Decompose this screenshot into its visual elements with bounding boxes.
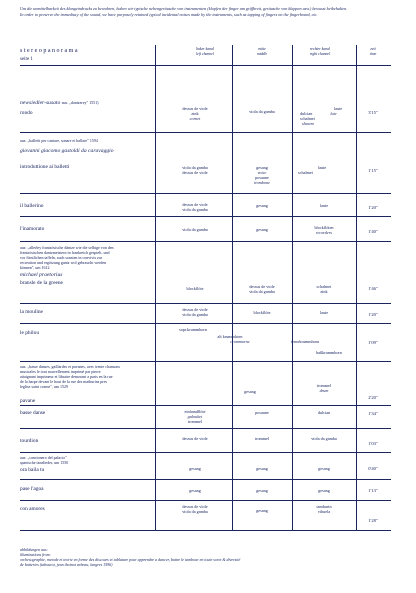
piece-title: pavane bbox=[20, 398, 36, 404]
instrument: lute bbox=[330, 111, 337, 116]
page-title: stereopanorama bbox=[20, 48, 79, 54]
header-rule bbox=[20, 65, 391, 66]
piece-title: le philou bbox=[20, 330, 40, 336]
header-time-de: zeit bbox=[370, 47, 376, 51]
instrument: trombone bbox=[254, 180, 270, 185]
header-time bbox=[360, 47, 386, 56]
piece-title: introduttione ai balletti bbox=[20, 164, 70, 170]
footer-line: abbildungen aus: bbox=[20, 547, 48, 552]
piece-time: 2'20" bbox=[368, 395, 378, 400]
instrument: shawm bbox=[302, 121, 314, 126]
cell-left bbox=[170, 307, 220, 317]
piece-time: 1'09" bbox=[368, 340, 378, 345]
footer-line: illuminations from: bbox=[20, 552, 51, 557]
instrument: galoubet bbox=[187, 414, 203, 419]
cell-left bbox=[170, 165, 220, 175]
instrument: drum bbox=[319, 388, 329, 393]
header-middle-de: mitte bbox=[258, 47, 266, 51]
instrument: dessus de viole bbox=[182, 504, 208, 509]
header-right-de: rechter kanal bbox=[309, 47, 331, 51]
cell-middle bbox=[190, 334, 270, 344]
cell-middle: gesang bbox=[256, 227, 268, 232]
instrument: viola da gamba bbox=[249, 289, 275, 294]
cell-middle: posaune bbox=[255, 410, 269, 415]
cell-right bbox=[296, 225, 352, 235]
instrument: recorders bbox=[316, 230, 332, 235]
footer-line: de batteries (tabourot, jean thoinot arbeau, langres 1596) bbox=[20, 562, 113, 567]
instrument: laute bbox=[318, 165, 327, 170]
cell-right bbox=[296, 504, 352, 514]
cell-middle bbox=[236, 165, 288, 185]
piece-title: pase l'agoa bbox=[20, 486, 44, 492]
piece-title: con amores bbox=[20, 506, 45, 512]
cell-left: sopr.krummhorn bbox=[179, 327, 207, 332]
cell-middle: gesang bbox=[256, 488, 268, 493]
source-line: spanische tanzlieder, um 1550 bbox=[20, 460, 69, 465]
source-line: attaignant imprimeur et libraire demorant a paris en la rue bbox=[20, 374, 113, 379]
piece-time: 1'13" bbox=[368, 488, 378, 493]
piece-time: 3'15" bbox=[368, 110, 378, 115]
composer-praetorius: michael praetorius bbox=[20, 272, 63, 278]
section-source bbox=[20, 245, 114, 270]
instrument: viola da gamba bbox=[182, 165, 208, 170]
instrument: viola da gamba bbox=[182, 509, 208, 514]
piece-title: l'inamorato bbox=[20, 226, 45, 232]
cell-left: gesang bbox=[189, 466, 201, 471]
side-label: seite 1 bbox=[20, 57, 33, 62]
cell-middle: gesang bbox=[256, 466, 268, 471]
section-source: aus: „dantzerey" 1551) bbox=[61, 100, 99, 105]
row-rule bbox=[20, 303, 391, 304]
cell-right-tenor: tenorkrummhorn bbox=[290, 339, 320, 344]
instrument: dessus de viole bbox=[182, 307, 208, 312]
source-line: frantzösischen dantzmeistern in frankreich gespielt, und bbox=[20, 250, 110, 255]
piece-time: 1'46" bbox=[368, 286, 378, 291]
source-line: de la harpe devant le bout de la rue des mathurins pres bbox=[20, 379, 107, 384]
instrument: einhandflöte bbox=[184, 409, 206, 414]
piece-time: 1'34" bbox=[368, 411, 378, 416]
cell-right bbox=[296, 106, 352, 126]
instrument: schalmei bbox=[300, 116, 315, 121]
intro-german: Um die unmittelbarkeit des klangeindrucks zu bewahren, haben wir typische nebengeräusche von instrumenten (klopfen der finger am griffbrett, geräusche von klappen usw.) bewusst beibehalten. bbox=[20, 6, 348, 11]
instrument: alt krummhorn bbox=[217, 334, 243, 339]
source-line: können", um 1612 bbox=[20, 265, 50, 270]
instrument: dessus de viole bbox=[249, 284, 275, 289]
row-rule bbox=[20, 216, 391, 217]
cell-right: gesang bbox=[318, 466, 330, 471]
footer-credits bbox=[20, 547, 240, 567]
cell-middle: gesang bbox=[256, 203, 268, 208]
cell-middle: gesang bbox=[256, 508, 268, 513]
row-rule bbox=[20, 405, 391, 406]
piece-time: 1'03" bbox=[368, 441, 378, 446]
cell-right: viola da gamba bbox=[311, 436, 337, 441]
source-line: aus: „basse danses, gaillardes et pavanes, avec trente chansons bbox=[20, 364, 120, 369]
intro-text bbox=[20, 6, 404, 17]
instrument: tamburin bbox=[316, 504, 332, 509]
cell-right bbox=[296, 284, 352, 294]
row-rule bbox=[20, 479, 391, 480]
row-rule bbox=[20, 241, 391, 242]
cell-left: gesang bbox=[189, 488, 201, 493]
cell-left: dessus de viole bbox=[182, 436, 208, 441]
instrument: dessus de viole bbox=[182, 106, 208, 111]
row-rule bbox=[20, 132, 391, 133]
column-divider-2 bbox=[232, 45, 233, 530]
piece-title: tourdion bbox=[20, 438, 39, 444]
cell-right: dulcian bbox=[317, 410, 331, 415]
cell-middle-left: gesang bbox=[244, 389, 256, 394]
column-divider-3 bbox=[292, 45, 293, 530]
row-rule bbox=[20, 193, 391, 194]
table-bottom-rule bbox=[20, 530, 391, 531]
piece-time: 0'40" bbox=[368, 466, 378, 471]
column-divider-1 bbox=[155, 45, 156, 530]
cell-left: viola da gamba bbox=[182, 227, 208, 232]
instrument: viola da gamba bbox=[182, 312, 208, 317]
source-line: musicales le tout nouvellement imprimé par pierre bbox=[20, 369, 101, 374]
section-source bbox=[20, 364, 120, 389]
composer-newsiedler bbox=[20, 100, 98, 106]
composer-gastoldi: giovanni giacomo gastoldi da caravaggio bbox=[20, 148, 114, 154]
section-source bbox=[20, 455, 68, 465]
piece-title: bransle de la greene bbox=[20, 280, 63, 286]
intro-english: In order to preserve the immediacy of the sound, we have purposely retained typical incidental noises made by the instruments, such as tapping of fingers on the fingerboard, etc. bbox=[20, 11, 318, 17]
piece-title: il ballerino bbox=[20, 203, 44, 209]
source-line: aus: „cancionero del palacio" bbox=[20, 455, 67, 460]
piece-title: la mouline bbox=[20, 309, 43, 315]
header-left-en: left channel bbox=[196, 51, 214, 56]
instrument: dessus de viole bbox=[182, 202, 208, 207]
instrument: schalmei bbox=[316, 284, 332, 289]
instrument: viola da gamba bbox=[182, 207, 208, 212]
instrument: trommel bbox=[316, 383, 332, 388]
source-line: vor fürstlichen taffeln, auch sonsten in convivis zur bbox=[20, 255, 103, 260]
piece-title: rondo bbox=[20, 110, 33, 116]
header-right-channel bbox=[294, 47, 346, 56]
instrument: laute bbox=[334, 106, 343, 111]
instrument: schalmei bbox=[298, 170, 313, 175]
row-rule bbox=[20, 361, 391, 362]
row-rule bbox=[20, 500, 391, 501]
cell-middle bbox=[236, 284, 288, 294]
column-divider-4 bbox=[356, 45, 357, 530]
header-middle bbox=[242, 47, 282, 56]
row-rule bbox=[20, 452, 391, 453]
header-middle-en: middle bbox=[256, 51, 268, 56]
instrument: gesang bbox=[256, 165, 268, 170]
cell-left bbox=[170, 409, 220, 424]
cell-right: gesang bbox=[318, 488, 330, 493]
header-right-en: right channel bbox=[309, 51, 331, 56]
cell-left: blockflöte bbox=[186, 286, 204, 291]
instrument: dessus de viole bbox=[182, 170, 208, 175]
cell-left bbox=[170, 202, 220, 212]
instrument: cornet bbox=[189, 116, 201, 121]
row-rule bbox=[20, 428, 391, 429]
cell-middle: trommel bbox=[254, 436, 270, 441]
section-source: aus: „balletti per cantare, sonare et ballare" 1594 bbox=[20, 138, 98, 143]
cell-right: laute bbox=[319, 203, 329, 208]
cell-left bbox=[170, 504, 220, 514]
instrument: posaune bbox=[255, 175, 269, 180]
cell-middle: blockflöte bbox=[253, 310, 271, 315]
cell-middle: viola da gamba bbox=[249, 109, 275, 114]
composer-name: newsiedler-susato bbox=[20, 100, 61, 106]
piece-title: basse danse bbox=[20, 410, 46, 416]
piece-time: 1'20" bbox=[368, 205, 378, 210]
instrument: dulcian bbox=[300, 111, 313, 116]
header-left-de: linker kanal bbox=[195, 47, 215, 51]
instrument: zink bbox=[191, 111, 199, 116]
header-left-channel bbox=[180, 47, 230, 56]
instrument: crommorne bbox=[230, 339, 250, 344]
cell-right: laute bbox=[319, 310, 329, 315]
instrument: trommel bbox=[187, 419, 203, 424]
cell-right-bass: baßkrummhorn bbox=[316, 350, 342, 355]
source-line: aus: „allerley frantzösische däntze wie die selbige von den bbox=[20, 245, 114, 250]
cell-right bbox=[296, 383, 352, 393]
header-time-en: time bbox=[369, 51, 377, 56]
piece-time: 1'20" bbox=[368, 312, 378, 317]
instrument: zink bbox=[320, 289, 328, 294]
instrument: blockflöten bbox=[314, 225, 334, 230]
source-line: recreation und ergötzung gantz wol gebraucht werden bbox=[20, 260, 107, 265]
cell-left bbox=[170, 106, 220, 121]
instrument: vihuela bbox=[317, 509, 331, 514]
cell-right bbox=[296, 165, 352, 175]
piece-time: 1'40" bbox=[368, 229, 378, 234]
footer-line: orchesographie, metode et teorie en forme des discours et tablature pour apprendre a dancer, battre le tambour en toute sorte & diversité bbox=[20, 557, 241, 562]
row-rule bbox=[20, 323, 391, 324]
piece-title: ora baila tu bbox=[20, 467, 45, 473]
source-line: leglise saint cosme", um 1529 bbox=[20, 384, 68, 389]
piece-time: 1'28" bbox=[368, 518, 378, 523]
instrument: voice bbox=[257, 170, 267, 175]
piece-time: 1'15" bbox=[368, 168, 378, 173]
